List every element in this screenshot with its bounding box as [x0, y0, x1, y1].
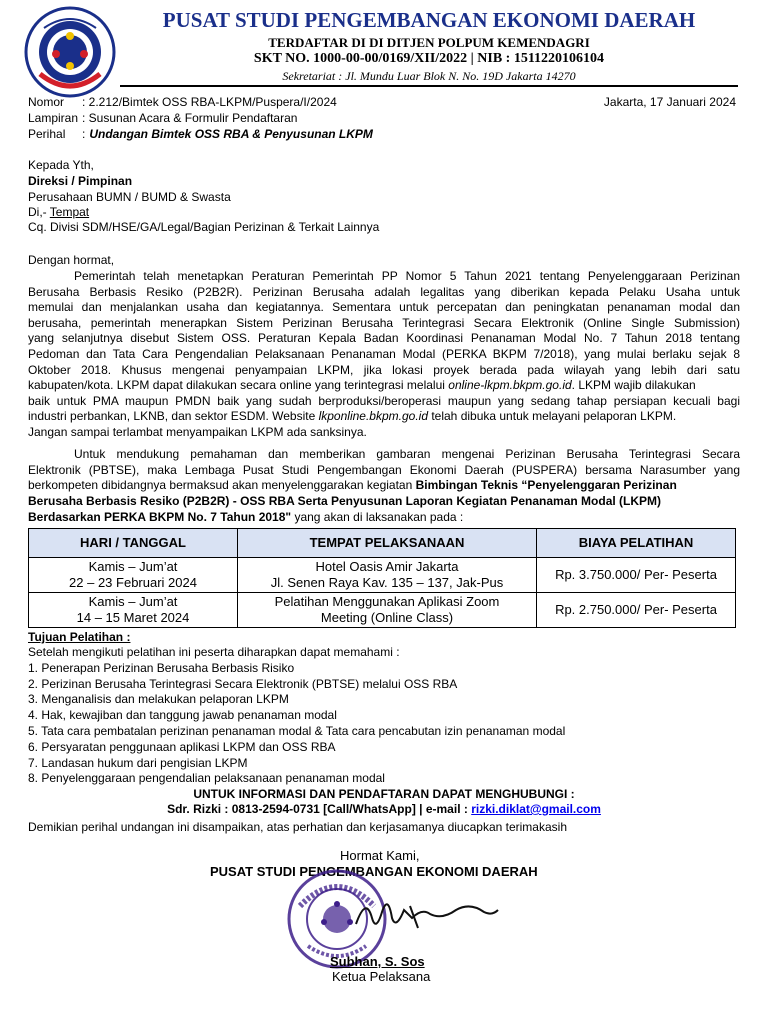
list-item: 6. Persyaratan penggunaan aplikasi LKPM dan OSS RBA: [28, 740, 336, 754]
row2-place-2: Meeting (Online Class): [320, 610, 454, 625]
contact-email-link[interactable]: rizki.diklat@gmail.com: [471, 802, 601, 816]
table-row: [29, 593, 736, 628]
signer-name: Subhan, S. Sos: [330, 954, 425, 969]
recipient-name: Direksi / Pimpinan: [28, 174, 133, 188]
p1-line-10-b: telah dibuka untuk melayani pelaporan LKPM.: [428, 409, 677, 423]
p1-line-8-b: . LKPM wajib dilakukan: [571, 378, 696, 392]
place-value: Tempat: [49, 205, 90, 219]
p1-line-4: berusaha, pemerintah menerapkan Sistem Perizinan Berusaha Terintegrasi Secara Elektronik (Online Single Submission): [28, 316, 740, 330]
secretariat-address: Sekretariat : Jl. Mundu Luar Blok N. No. 19D Jakarta 14270: [282, 69, 576, 83]
p1-line-8: [28, 378, 740, 393]
p1-line-10-a: industri perbankan, LKNB, dan sektor ESDM. Website: [28, 409, 319, 423]
header-divider: [120, 85, 738, 87]
schedule-table: [28, 528, 736, 628]
perihal-value: Undangan Bimtek OSS RBA & Penyusunan LKPM: [89, 127, 373, 141]
list-item: 7. Landasan hukum dari pengisian LKPM: [28, 756, 248, 770]
p1-line-10: [28, 409, 740, 424]
lampiran-label: Lampiran: [28, 111, 79, 125]
p2-line-3-b: Bimbingan Teknis “Penyelenggaran Perizinan: [415, 478, 677, 492]
place-prefix: Di,-: [28, 205, 50, 219]
row1-place: [238, 558, 537, 593]
p2-line-5-a: Berdasarkan PERKA BKPM No. 7 Tahun 2018": [28, 510, 292, 524]
lampiran-row: [28, 111, 740, 126]
perihal-row: [28, 127, 740, 142]
p1-line-7: Oktober 2018. Khusus mengenai penyampaian LKPM, jika lokasi proyek berada pada wilayah yang lebih dari satu: [28, 363, 740, 377]
perihal-colon: :: [82, 127, 86, 141]
p1-line-8-a: kabupaten/kota. LKPM dapat dilakukan secara online yang terintegrasi melalui: [28, 378, 449, 392]
nomor-label: Nomor: [28, 95, 65, 109]
p2-line-5: [28, 510, 740, 525]
perihal-label: Perihal: [28, 127, 66, 141]
recipient-company: Perusahaan BUMN / BUMD & Swasta: [28, 190, 231, 204]
lkpm-online-link[interactable]: online-lkpm.bkpm.go.id: [448, 378, 572, 392]
nomor-value: : 2.212/Bimtek OSS RBA-LKPM/Puspera/I/2024: [82, 95, 337, 109]
row2-day: Kamis – Jum’at: [88, 594, 178, 609]
greeting: Dengan hormat,: [28, 253, 115, 267]
p1-line-11: Jangan sampai terlambat menyampaikan LKPM ada sanksinya.: [28, 425, 367, 439]
row2-day-date: [29, 593, 238, 628]
p2-line-4: Berusaha Berbasis Resiko (P2B2R) - OSS RBA Serta Penyusunan Laporan Kegiatan Penanaman Modal (LKPM): [28, 494, 662, 508]
goals-title: Tujuan Pelatihan :: [28, 630, 131, 644]
kepada-yth: Kepada Yth,: [28, 158, 94, 172]
contact-line: [28, 802, 740, 817]
table-row: [29, 558, 736, 593]
letterhead-logo: [24, 6, 116, 98]
p2-line-2: Elektronik (PBTSE), maka Lembaga Pusat Studi Pengembangan Ekonomi Daerah (PUSPERA) bersama Narasumber yang: [28, 463, 740, 477]
list-item: 5. Tata cara pembatalan perizinan penanaman modal & Tata cara pencabutan izin penanaman modal: [28, 724, 566, 738]
closing-text: Demikian perihal undangan ini disampaikan, atas perhatian dan kerjasamanya diucapkan terimakasih: [28, 820, 567, 834]
recipient-cq: Cq. Divisi SDM/HSE/GA/Legal/Bagian Perizinan & Terkait Lainnya: [28, 220, 380, 234]
skt-nib-line: SKT NO. 1000-00-00/0169/XII/2022 | NIB : 1511220106104: [253, 51, 605, 66]
p1-line-9: baik untuk PMA maupun PMDN baik yang sudah berproduksi/beroperasi maupun yang sedang tahap persiapan kecuali bagi: [28, 394, 740, 408]
list-item: 2. Perizinan Berusaha Terintegrasi Secara Elektronik (PBTSE) melalui OSS RBA: [28, 677, 458, 691]
regards: Hormat Kami,: [340, 848, 420, 863]
lampiran-value: : Susunan Acara & Formulir Pendaftaran: [82, 111, 298, 125]
p1-line-2: Berusaha Berbasis Resiko (P2B2R). Perizinan Berusaha adalah legalitas yang diberikan kepada Pelaku Usaha untuk: [28, 285, 740, 299]
row2-fee: Rp. 2.750.000/ Per- Peserta: [537, 593, 736, 628]
header-place: TEMPAT PELAKSANAAN: [238, 529, 537, 558]
p1-line-5: yang selanjutnya disebut Sistem OSS. Peraturan Kepala Badan Koordinasi Penanaman Modal No. 7 Tahun 2018 tentang: [28, 331, 740, 345]
row1-date: 22 – 23 Februari 2024: [69, 575, 197, 590]
closing-org: PUSAT STUDI PENGEMBANGAN EKONOMI DAERAH: [210, 864, 538, 879]
p2-line-3: [28, 478, 740, 493]
row1-day: Kamis – Jum’at: [88, 559, 178, 574]
row1-day-date: [29, 558, 238, 593]
letter-date: Jakarta, 17 Januari 2024: [603, 95, 736, 109]
schedule-header-row: [29, 529, 736, 558]
registration-line: TERDAFTAR DI DI DITJEN POLPUM KEMENDAGRI: [268, 35, 590, 50]
p1-line-1: Pemerintah telah menetapkan Peraturan Pemerintah PP Nomor 5 Tahun 2021 tentang Penyelenggaraan Perizinan: [74, 269, 740, 283]
contact-phone: Sdr. Rizki : 0813-2594-0731 [Call/WhatsApp] | e-mail :: [167, 802, 472, 816]
p1-line-6: Pedoman dan Tata Cara Pengendalian Pelaksanaan Penanaman Modal (PERKA BKPM 7/2018), yang mulai berlaku sejak 8: [28, 347, 740, 361]
contact-title: UNTUK INFORMASI DAN PENDAFTARAN DAPAT MENGHUBUNGI :: [193, 787, 575, 801]
row1-place-2: Jl. Senen Raya Kav. 135 – 137, Jak-Pus: [270, 575, 504, 590]
header-day-date: HARI / TANGGAL: [29, 529, 238, 558]
list-item: 8. Penyelenggaraan pengendalian pelaksanaan penanaman modal: [28, 771, 385, 785]
goals-intro: Setelah mengikuti pelatihan ini peserta diharapkan dapat memahami :: [28, 645, 400, 659]
recipient-place: [28, 205, 740, 220]
org-name-heading: PUSAT STUDI PENGEMBANGAN EKONOMI DAERAH: [162, 8, 696, 32]
signer-role: Ketua Pelaksana: [332, 969, 431, 984]
row2-date: 14 – 15 Maret 2024: [76, 610, 190, 625]
row2-place: [238, 593, 537, 628]
p2-line-5-b: yang akan di laksanakan pada :: [291, 510, 464, 524]
p2-line-1: Untuk mendukung pemahaman dan memberikan gambaran mengenai Perizinan Berusaha Terintegrasi Secara: [74, 447, 740, 461]
row1-place-1: Hotel Oasis Amir Jakarta: [315, 559, 459, 574]
row2-place-1: Pelatihan Menggunakan Aplikasi Zoom: [274, 594, 500, 609]
list-item: 3. Menganalisis dan melakukan pelaporan LKPM: [28, 692, 289, 706]
row1-fee: Rp. 3.750.000/ Per- Peserta: [537, 558, 736, 593]
list-item: 4. Hak, kewajiban dan tanggung jawab penanaman modal: [28, 708, 337, 722]
lkponline-link[interactable]: lkponline.bkpm.go.id: [318, 409, 428, 423]
list-item: 1. Penerapan Perizinan Berusaha Berbasis Risiko: [28, 661, 295, 675]
header-fee: BIAYA PELATIHAN: [537, 529, 736, 558]
p2-line-3-a: berkompeten dibidangnya bermaksud akan menyelenggarakan kegiatan: [28, 478, 416, 492]
p1-line-3: memulai dan menjalankan usaha dan kegiatannya. Sementara untuk percepatan dan peningkatan penanaman modal dan: [28, 300, 740, 314]
signature: [352, 888, 502, 938]
